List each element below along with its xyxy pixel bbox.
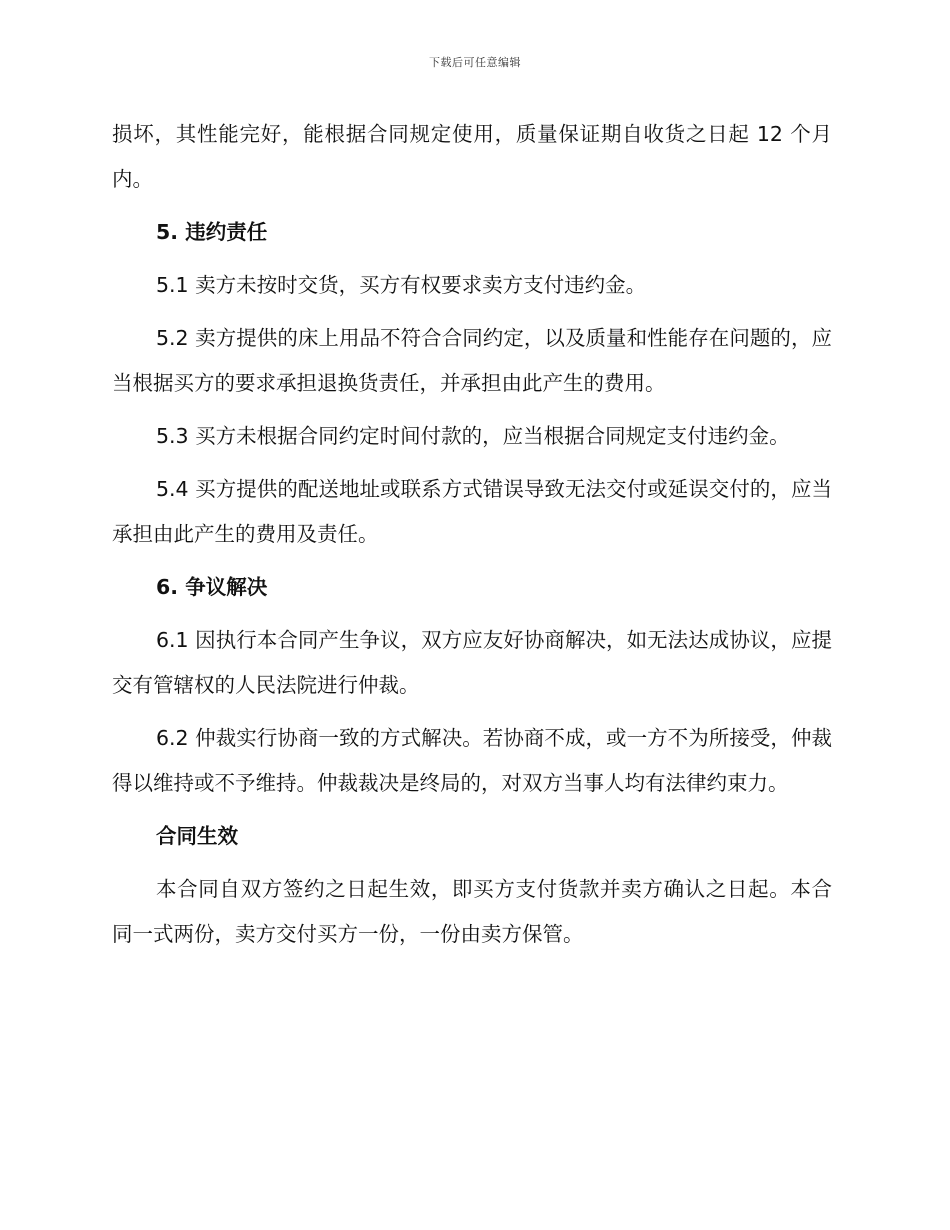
document-body: [112, 112, 832, 965]
header-note: 下载后可任意编辑: [429, 56, 521, 69]
paragraph-effective: 本合同自双方签约之日起生效，即买方支付货款并卖方确认之日起。本合同一式两份，卖方交付买方一份，一份由卖方保管。: [112, 877, 832, 946]
clause-5-1: 5.1 卖方未按时交货，买方有权要求卖方支付违约金。: [156, 273, 647, 297]
section-heading-dispute: 6. 争议解决: [156, 575, 268, 599]
clause-5-3: 5.3 买方未根据合同约定时间付款的，应当根据合同规定支付违约金。: [156, 424, 790, 448]
section-heading-breach: 5. 违约责任: [156, 220, 268, 244]
paragraph-warranty-continuation: 损坏，其性能完好，能根据合同规定使用，质量保证期自收货之日起 12 个月内。: [112, 122, 832, 191]
clause-6-1: 6.1 因执行本合同产生争议，双方应友好协商解决，如无法达成协议，应提交有管辖权的人民法院进行仲裁。: [112, 628, 832, 697]
clause-5-2: 5.2 卖方提供的床上用品不符合合同约定，以及质量和性能存在问题的，应当根据买方的要求承担退换货责任，并承担由此产生的费用。: [112, 326, 832, 395]
clause-5-4: 5.4 买方提供的配送地址或联系方式错误导致无法交付或延误交付的，应当承担由此产生的费用及责任。: [112, 477, 832, 546]
section-heading-effective: 合同生效: [156, 824, 238, 848]
clause-6-2: 6.2 仲裁实行协商一致的方式解决。若协商不成，或一方不为所接受，仲裁得以维持或不予维持。仲裁裁决是终局的，对双方当事人均有法律约束力。: [112, 726, 832, 795]
